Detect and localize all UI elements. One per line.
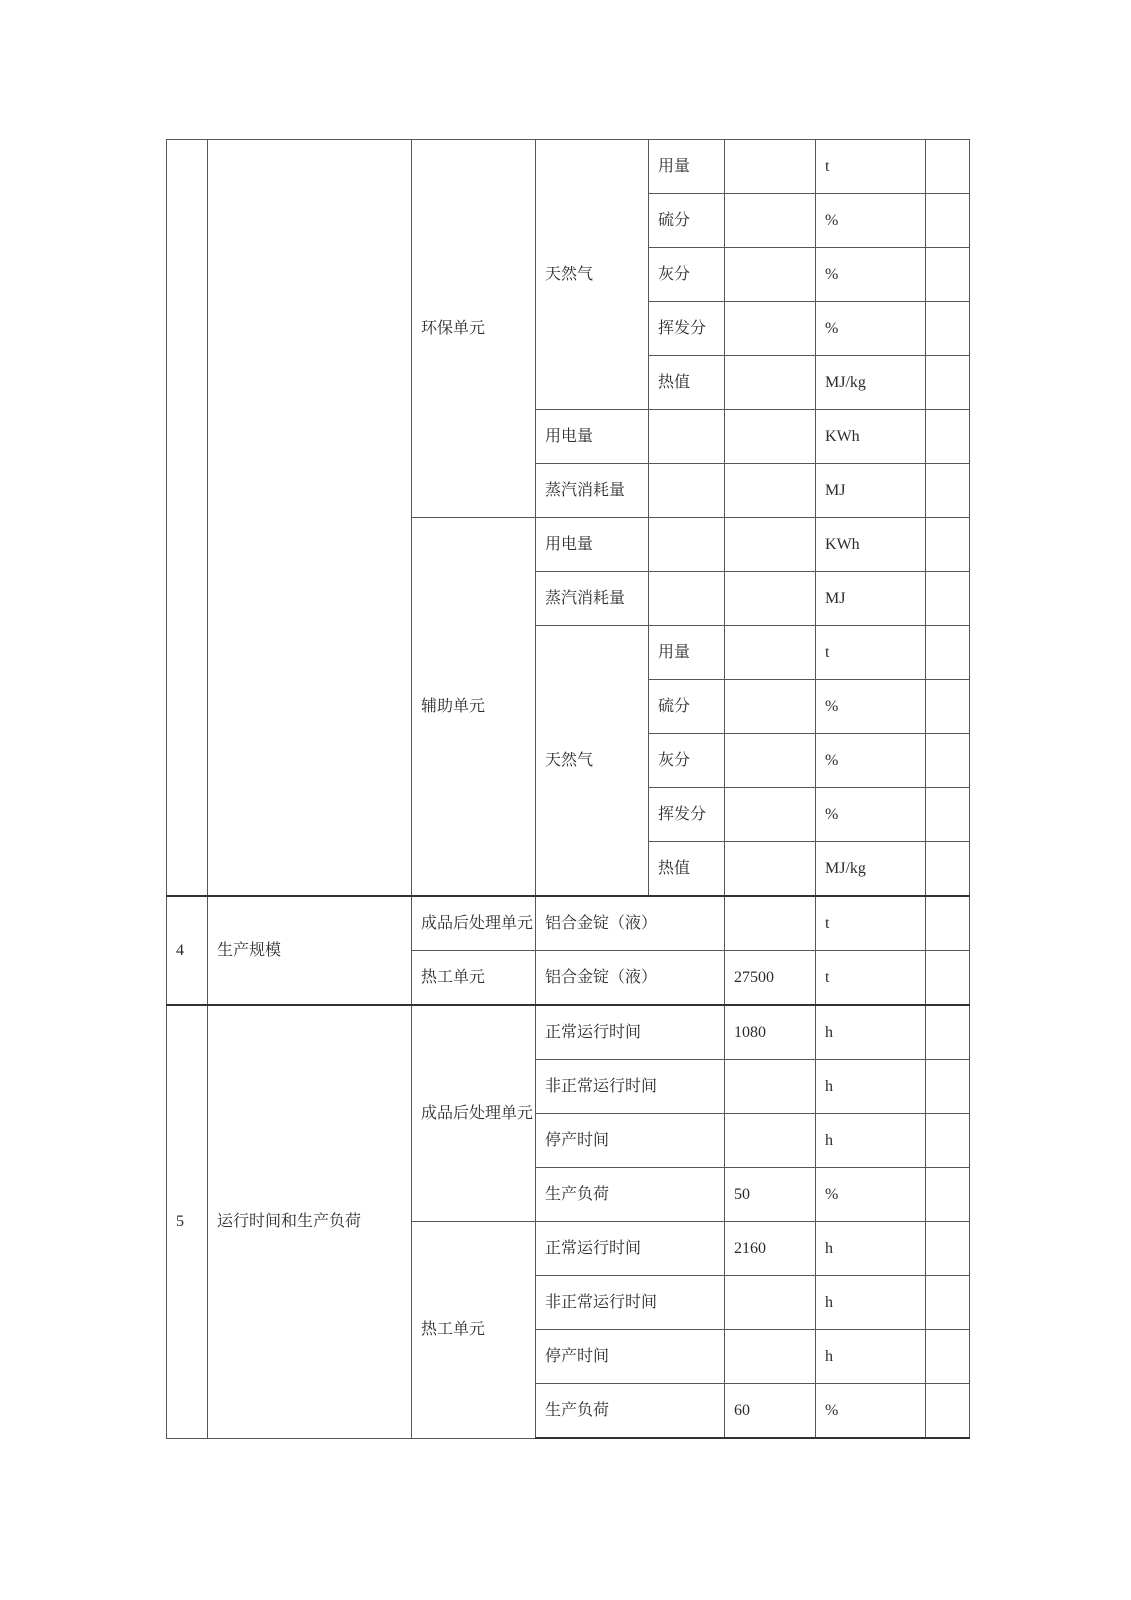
cell-serial: 5 xyxy=(167,1005,208,1438)
cell-subitem: 灰分 xyxy=(649,248,725,302)
cell-value xyxy=(725,410,816,464)
cell-measure: t xyxy=(816,896,926,951)
cell-measure: % xyxy=(816,734,926,788)
cell-value xyxy=(725,1330,816,1384)
cell-subitem: 灰分 xyxy=(649,734,725,788)
cell-extra xyxy=(926,1384,970,1439)
cell-unit: 热工单元 xyxy=(412,1222,536,1439)
cell-measure: MJ xyxy=(816,572,926,626)
cell-value xyxy=(725,572,816,626)
cell-item: 停产时间 xyxy=(536,1114,725,1168)
cell-unit: 热工单元 xyxy=(412,951,536,1006)
cell-measure: h xyxy=(816,1330,926,1384)
cell-unit: 成品后处理单元 xyxy=(412,896,536,951)
cell-subitem: 热值 xyxy=(649,356,725,410)
cell-item: 生产负荷 xyxy=(536,1168,725,1222)
cell-value xyxy=(725,140,816,194)
cell-subitem: 挥发分 xyxy=(649,302,725,356)
cell-unit: 环保单元 xyxy=(412,140,536,518)
cell-value xyxy=(725,680,816,734)
cell-value: 2160 xyxy=(725,1222,816,1276)
cell-measure: MJ/kg xyxy=(816,356,926,410)
cell-item: 天然气 xyxy=(536,140,649,410)
cell-measure: t xyxy=(816,626,926,680)
cell-measure: % xyxy=(816,680,926,734)
cell-value xyxy=(725,842,816,897)
cell-value xyxy=(725,1060,816,1114)
cell-value xyxy=(725,248,816,302)
cell-extra xyxy=(926,896,970,951)
cell-measure: h xyxy=(816,1114,926,1168)
cell-measure: t xyxy=(816,140,926,194)
cell-item: 非正常运行时间 xyxy=(536,1276,725,1330)
cell-extra xyxy=(926,572,970,626)
cell-item: 非正常运行时间 xyxy=(536,1060,725,1114)
cell-value: 1080 xyxy=(725,1005,816,1060)
cell-subitem xyxy=(649,410,725,464)
cell-serial xyxy=(167,140,208,897)
cell-measure: % xyxy=(816,248,926,302)
cell-extra xyxy=(926,140,970,194)
cell-extra xyxy=(926,464,970,518)
cell-extra xyxy=(926,951,970,1006)
cell-item: 蒸汽消耗量 xyxy=(536,464,649,518)
cell-value xyxy=(725,356,816,410)
cell-measure: h xyxy=(816,1222,926,1276)
cell-measure: MJ xyxy=(816,464,926,518)
cell-extra xyxy=(926,1005,970,1060)
cell-extra xyxy=(926,1222,970,1276)
cell-extra xyxy=(926,1114,970,1168)
cell-extra xyxy=(926,194,970,248)
cell-extra xyxy=(926,248,970,302)
cell-extra xyxy=(926,1168,970,1222)
cell-item: 蒸汽消耗量 xyxy=(536,572,649,626)
cell-extra xyxy=(926,680,970,734)
cell-value xyxy=(725,788,816,842)
cell-extra xyxy=(926,734,970,788)
cell-measure: % xyxy=(816,194,926,248)
cell-item: 铝合金锭（液） xyxy=(536,951,725,1006)
cell-item: 天然气 xyxy=(536,626,649,897)
table-row xyxy=(167,1005,970,1060)
cell-value xyxy=(725,194,816,248)
cell-value: 60 xyxy=(725,1384,816,1439)
cell-subitem xyxy=(649,518,725,572)
cell-value xyxy=(725,896,816,951)
cell-value: 50 xyxy=(725,1168,816,1222)
cell-extra xyxy=(926,410,970,464)
cell-unit: 辅助单元 xyxy=(412,518,536,897)
cell-category xyxy=(208,140,412,897)
cell-item: 正常运行时间 xyxy=(536,1005,725,1060)
cell-item: 停产时间 xyxy=(536,1330,725,1384)
cell-extra xyxy=(926,1060,970,1114)
cell-subitem: 热值 xyxy=(649,842,725,897)
cell-unit: 成品后处理单元 xyxy=(412,1005,536,1222)
cell-measure: h xyxy=(816,1276,926,1330)
cell-extra xyxy=(926,302,970,356)
cell-measure: h xyxy=(816,1005,926,1060)
cell-extra xyxy=(926,1276,970,1330)
cell-measure: t xyxy=(816,951,926,1006)
parameters-table xyxy=(166,139,970,1439)
cell-measure: MJ/kg xyxy=(816,842,926,897)
cell-measure: KWh xyxy=(816,518,926,572)
cell-serial: 4 xyxy=(167,896,208,1005)
cell-extra xyxy=(926,518,970,572)
cell-measure: % xyxy=(816,788,926,842)
cell-category: 生产规模 xyxy=(208,896,412,1005)
cell-value xyxy=(725,626,816,680)
table-row xyxy=(167,896,970,951)
cell-value xyxy=(725,1114,816,1168)
cell-value xyxy=(725,518,816,572)
cell-extra xyxy=(926,788,970,842)
cell-subitem: 用量 xyxy=(649,626,725,680)
cell-item: 用电量 xyxy=(536,410,649,464)
cell-subitem xyxy=(649,572,725,626)
cell-value xyxy=(725,464,816,518)
cell-extra xyxy=(926,356,970,410)
cell-item: 用电量 xyxy=(536,518,649,572)
cell-item: 生产负荷 xyxy=(536,1384,725,1439)
cell-extra xyxy=(926,1330,970,1384)
cell-subitem: 挥发分 xyxy=(649,788,725,842)
cell-measure: % xyxy=(816,302,926,356)
cell-value xyxy=(725,734,816,788)
cell-value: 27500 xyxy=(725,951,816,1006)
cell-subitem xyxy=(649,464,725,518)
cell-subitem: 硫分 xyxy=(649,680,725,734)
cell-measure: KWh xyxy=(816,410,926,464)
table-row xyxy=(167,140,970,194)
cell-measure: % xyxy=(816,1168,926,1222)
cell-value xyxy=(725,1276,816,1330)
cell-item: 铝合金锭（液） xyxy=(536,896,725,951)
cell-item: 正常运行时间 xyxy=(536,1222,725,1276)
cell-subitem: 用量 xyxy=(649,140,725,194)
cell-subitem: 硫分 xyxy=(649,194,725,248)
cell-measure: h xyxy=(816,1060,926,1114)
cell-measure: % xyxy=(816,1384,926,1439)
cell-category: 运行时间和生产负荷 xyxy=(208,1005,412,1438)
cell-value xyxy=(725,302,816,356)
cell-extra xyxy=(926,842,970,897)
cell-extra xyxy=(926,626,970,680)
